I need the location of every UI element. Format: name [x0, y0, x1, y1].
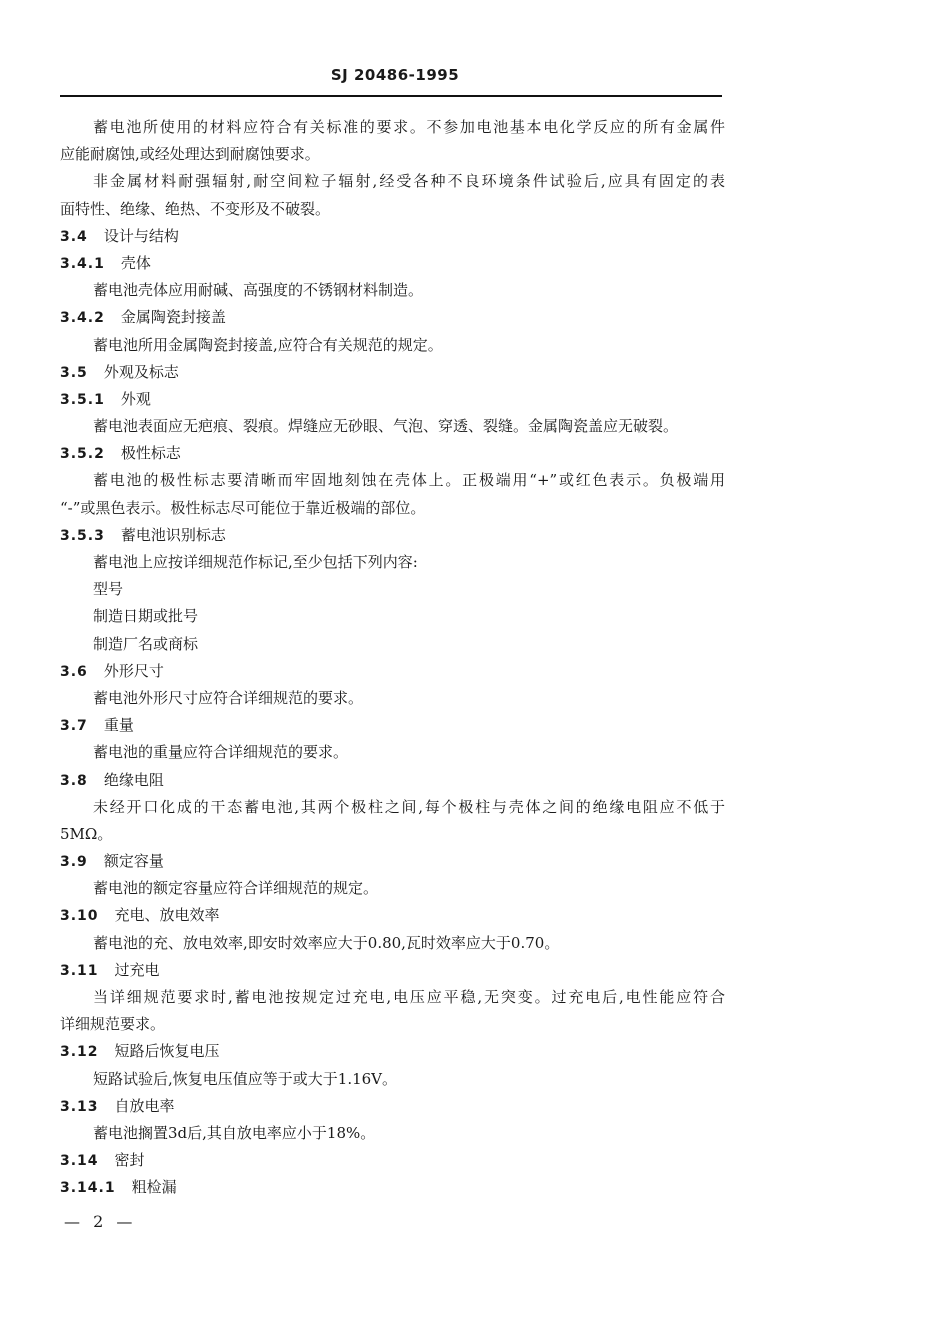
- section-number: 3.4.2: [60, 310, 105, 327]
- section-title: 外形尺寸: [103, 661, 164, 680]
- section-number: 3.12: [60, 1044, 99, 1061]
- paragraph-line: 蓄电池的充、放电效率,即安时效率应大于0.80,瓦时效率应大于0.70。: [93, 933, 560, 952]
- document-code-header: SJ 20486-1995: [330, 66, 460, 84]
- section-heading: [60, 304, 725, 331]
- paragraph-continuation: 应能耐腐蚀,或经处理达到耐腐蚀要求。: [60, 145, 320, 164]
- section-heading: [60, 250, 725, 277]
- section-number: 3.4: [60, 228, 88, 245]
- section-number: 3.6: [60, 663, 88, 680]
- section-title: 外观及标志: [103, 362, 179, 381]
- paragraph-line: 制造日期或批号: [93, 607, 199, 626]
- section-title: 密封: [114, 1151, 145, 1170]
- section-heading: [60, 522, 725, 549]
- paragraph-line: 蓄电池上应按详细规范作标记,至少包括下列内容:: [93, 553, 418, 571]
- section-heading: [60, 223, 725, 250]
- section-title: 自放电率: [114, 1096, 175, 1115]
- section-heading: [60, 658, 725, 685]
- paragraph-line: 当详细规范要求时,蓄电池按规定过充电,电压应平稳,无突变。过充电后,电性能应符合: [93, 988, 725, 1006]
- section-title: 重量: [103, 716, 134, 735]
- section-title: 金属陶瓷封接盖: [120, 308, 226, 327]
- section-number: 3.14.1: [60, 1180, 116, 1197]
- section-heading: [60, 767, 725, 794]
- paragraph-line: 蓄电池外形尺寸应符合详细规范的要求。: [93, 688, 364, 707]
- paragraph-line: 蓄电池的重量应符合详细规范的要求。: [93, 743, 349, 762]
- paragraph-continuation: “-”或黑色表示。极性标志尽可能位于靠近极端的部位。: [60, 498, 426, 517]
- paragraph-continuation: 详细规范要求。: [60, 1015, 166, 1034]
- section-heading: [60, 1038, 725, 1065]
- paragraph-continuation: 面特性、绝缘、绝热、不变形及不破裂。: [60, 199, 331, 218]
- section-heading: [60, 440, 725, 467]
- paragraph-line: 非金属材料耐强辐射,耐空间粒子辐射,经受各种不良环境条件试验后,应具有固定的表: [93, 172, 725, 191]
- section-number: 3.8: [60, 772, 88, 789]
- section-number: 3.7: [60, 718, 88, 735]
- paragraph-line: 蓄电池搁置3d后,其自放电率应小于18%。: [93, 1123, 376, 1142]
- paragraph-line: 短路试验后,恢复电压值应等于或大于1.16V。: [93, 1069, 398, 1088]
- section-number: 3.14: [60, 1153, 99, 1170]
- paragraph-line: 蓄电池的极性标志要清晰而牢固地刻蚀在壳体上。正极端用“+”或红色表示。负极端用: [93, 471, 725, 490]
- section-number: 3.4.1: [60, 255, 105, 272]
- section-heading: [60, 1174, 725, 1201]
- document-body: [60, 114, 725, 1202]
- section-title: 设计与结构: [103, 226, 179, 245]
- section-heading: [60, 386, 725, 413]
- section-heading: [60, 359, 725, 386]
- section-number: 3.5.1: [60, 391, 105, 408]
- section-heading: [60, 848, 725, 875]
- paragraph-line: 蓄电池所用金属陶瓷封接盖,应符合有关规范的规定。: [93, 335, 443, 354]
- section-title: 极性标志: [120, 444, 181, 463]
- section-number: 3.11: [60, 962, 99, 979]
- section-heading: [60, 712, 725, 739]
- section-number: 3.5.2: [60, 446, 105, 463]
- paragraph-line: 蓄电池所使用的材料应符合有关标准的要求。不参加电池基本电化学反应的所有金属件: [93, 118, 725, 136]
- paragraph-line: 蓄电池表面应无疤痕、裂痕。焊缝应无砂眼、气泡、穿透、裂缝。金属陶瓷盖应无破裂。: [93, 417, 679, 436]
- section-title: 额定容量: [103, 852, 164, 871]
- page-number: — 2 —: [64, 1212, 137, 1231]
- paragraph-line: 制造厂名或商标: [93, 634, 199, 653]
- section-title: 壳体: [120, 253, 151, 272]
- section-title: 外观: [120, 389, 151, 408]
- section-number: 3.10: [60, 908, 99, 925]
- section-number: 3.5.3: [60, 527, 105, 544]
- section-heading: [60, 957, 725, 984]
- section-number: 3.13: [60, 1098, 99, 1115]
- section-title: 蓄电池识别标志: [120, 525, 226, 544]
- paragraph-line: 未经开口化成的干态蓄电池,其两个极柱之间,每个极柱与壳体之间的绝缘电阻应不低于: [93, 797, 725, 816]
- section-heading: [60, 902, 725, 929]
- section-heading: [60, 1147, 725, 1174]
- section-title: 短路后恢复电压: [114, 1042, 220, 1061]
- section-title: 粗检漏: [131, 1178, 177, 1197]
- section-title: 绝缘电阻: [103, 770, 164, 789]
- section-title: 过充电: [114, 960, 160, 979]
- paragraph-line: 型号: [93, 580, 124, 599]
- section-number: 3.5: [60, 364, 88, 381]
- section-heading: [60, 1093, 725, 1120]
- section-title: 充电、放电效率: [114, 906, 220, 925]
- header-rule: [60, 95, 722, 97]
- paragraph-line: 蓄电池的额定容量应符合详细规范的规定。: [93, 879, 379, 898]
- section-number: 3.9: [60, 854, 88, 871]
- paragraph-line: 蓄电池壳体应用耐碱、高强度的不锈钢材料制造。: [93, 281, 424, 300]
- paragraph-continuation: 5MΩ。: [60, 824, 113, 843]
